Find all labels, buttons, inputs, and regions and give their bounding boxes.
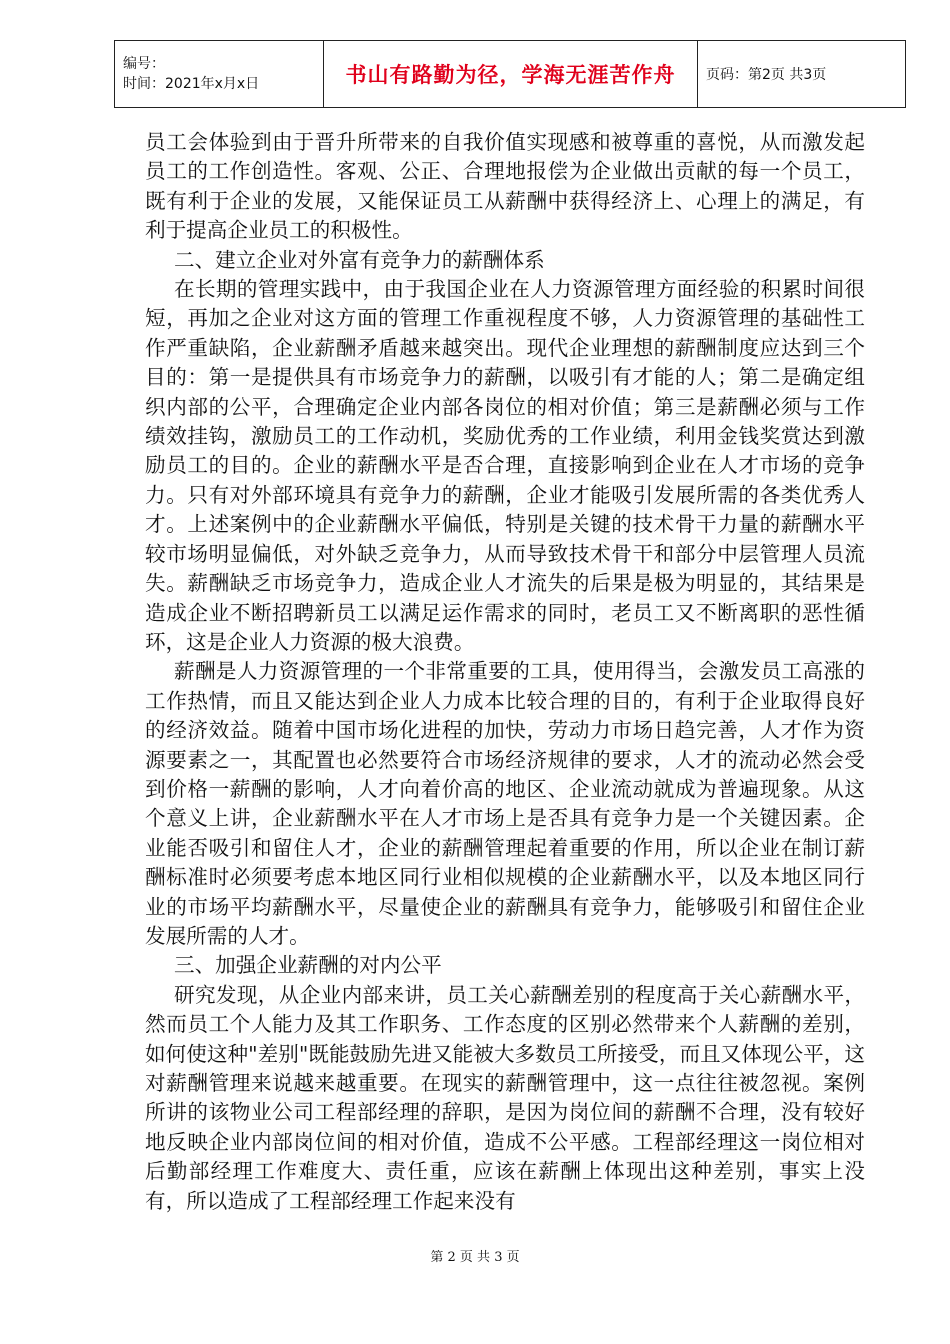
footer-page-number: 第 2 页 共 3 页: [430, 1250, 520, 1265]
header-page-label: 页码：第2页 共3页: [698, 41, 906, 108]
document-header: [114, 40, 906, 108]
document-body: [145, 128, 865, 1216]
header-meta-cell: [115, 41, 324, 108]
page-footer: [0, 1246, 950, 1265]
paragraph: 研究发现，从企业内部来讲，员工关心薪酬差别的程度高于关心薪酬水平，然而员工个人能力及其工作职务、工作态度的区别必然带来个人薪酬的差别，如何使这种"差别"既能鼓励先进又能被大多数员工所接受，而且又体现公平，这对薪酬管理来说越来越重要。在现实的薪酬管理中，这一点往往被忽视。案例所讲的该物业公司工程部经理的辞职，是因为岗位间的薪酬不合理，没有较好地反映企业内部岗位间的相对价值，造成不公平感。工程部经理这一岗位相对后勤部经理工作难度大、责任重，应该在薪酬上体现出这种差别，事实上没有，所以造成了工程部经理工作起来没有: [145, 982, 865, 1213]
paragraph: 员工会体验到由于晋升所带来的自我价值实现感和被尊重的喜悦，从而激发起员工的工作创造性。客观、公正、合理地报偿为企业做出贡献的每一个员工，既有利于企业的发展，又能保证员工从薪酬中获得经济上、心理上的满足，有利于提高企业员工的积极性。: [145, 130, 865, 243]
section-heading: 二、建立企业对外富有竞争力的薪酬体系: [174, 247, 545, 272]
document-time-label: 时间：2021年x月x日: [123, 76, 260, 92]
header-motto: 书山有路勤为径，学海无涯苦作舟: [324, 41, 698, 108]
paragraph: 在长期的管理实践中，由于我国企业在人力资源管理方面经验的积累时间很短，再加之企业对这方面的管理工作重视程度不够，人力资源管理的基础性工作严重缺陷，企业薪酬矛盾越来越突出。现代企业理想的薪酬制度应达到三个目的：第一是提供具有市场竞争力的薪酬，以吸引有才能的人；第二是确定组织内部的公平，合理确定企业内部各岗位的相对价值；第三是薪酬必须与工作绩效挂钩，激励员工的工作动机，奖励优秀的工作业绩，利用金钱奖赏达到激励员工的目的。企业的薪酬水平是否合理，直接影响到企业在人才市场的竞争力。只有对外部环境具有竞争力的薪酬，企业才能吸引发展所需的各类优秀人才。上述案例中的企业薪酬水平偏低，特别是关键的技术骨干力量的薪酬水平较市场明显偏低，对外缺乏竞争力，从而导致技术骨干和部分中层管理人员流失。薪酬缺乏市场竞争力，造成企业人才流失的后果是极为明显的，其结果是造成企业不断招聘新员工以满足运作需求的同时，老员工又不断离职的恶性循环，这是企业人力资源的极大浪费。: [145, 277, 865, 654]
document-number-label: 编号：: [123, 56, 165, 72]
section-heading: 三、加强企业薪酬的对内公平: [174, 953, 442, 978]
paragraph: 薪酬是人力资源管理的一个非常重要的工具，使用得当，会激发员工高涨的工作热情，而且又能达到企业人力成本比较合理的目的，有利于企业取得良好的经济效益。随着中国市场化进程的加快，劳动力市场日趋完善，人才作为资源要素之一，其配置也必然要符合市场经济规律的要求，人才的流动必然会受到价格一薪酬的影响，人才向着价高的地区、企业流动就成为普遍现象。从这个意义上讲，企业薪酬水平在人才市场上是否具有竞争力是一个关键因素。企业能否吸引和留住人才，企业的薪酬管理起着重要的作用，所以企业在制订薪酬标准时必须要考虑本地区同行业相似规模的企业薪酬水平，以及本地区同行业的市场平均薪酬水平，尽量使企业的薪酬具有竞争力，能够吸引和留住企业发展所需的人才。: [145, 659, 865, 948]
